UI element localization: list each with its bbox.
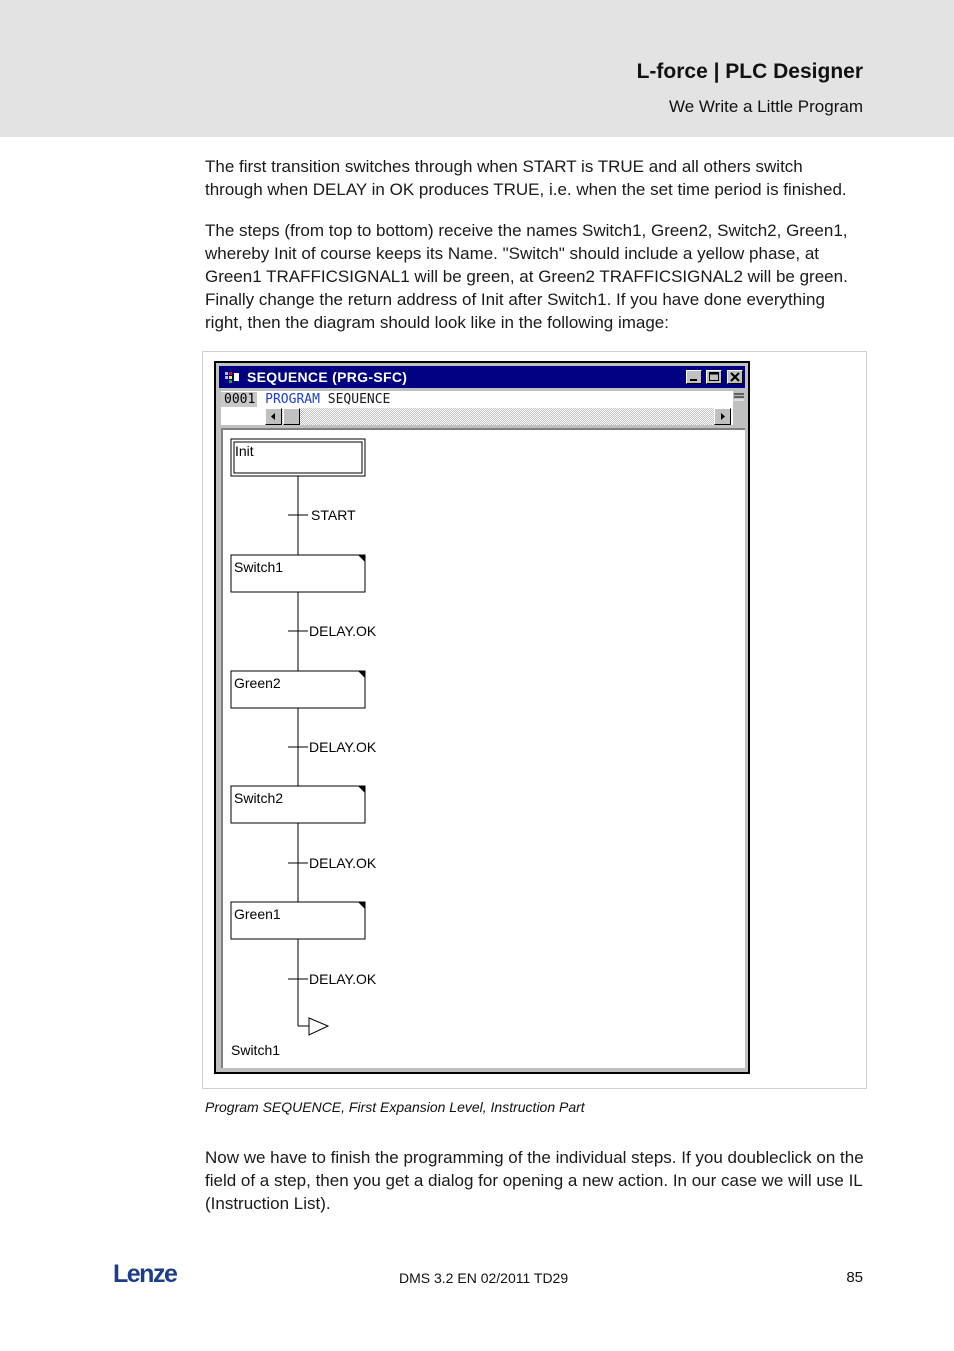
transition-3[interactable] xyxy=(288,739,377,755)
page-header xyxy=(0,0,954,137)
close-button[interactable] xyxy=(727,370,743,384)
minimize-icon xyxy=(687,371,701,383)
init-step-label: Init xyxy=(235,443,254,459)
jump-target-label: Switch1 xyxy=(231,1042,281,1058)
header-subtitle: We Write a Little Program xyxy=(669,97,863,116)
transition-4[interactable] xyxy=(288,855,377,871)
svg-text:Lenze: Lenze xyxy=(113,1262,177,1286)
lenze-logo xyxy=(113,1262,191,1286)
step-2-label: Green2 xyxy=(234,675,281,691)
sfc-diagram xyxy=(223,430,745,1068)
sfc-window-icon xyxy=(224,371,240,383)
jump-arrow[interactable] xyxy=(298,1018,328,1035)
program-keyword: PROGRAM xyxy=(265,392,320,407)
horizontal-scrollbar[interactable] xyxy=(265,408,731,425)
minimize-button[interactable] xyxy=(686,370,702,384)
arrow-right-icon xyxy=(715,409,730,424)
transition-2-label: DELAY.OK xyxy=(309,623,377,639)
window-title: SEQUENCE (PRG-SFC) xyxy=(247,369,408,385)
splitter-grip[interactable] xyxy=(733,391,745,425)
transition-3-label: DELAY.OK xyxy=(309,739,377,755)
figure-caption: Program SEQUENCE, First Expansion Level, Instruction Part xyxy=(205,1099,585,1115)
sfc-chart-area[interactable] xyxy=(221,428,745,1068)
paragraph-1: The first transition switches through when START is TRUE and all others switch through when DELAY in OK produces TRUE, i.e. when the set time period is finished. xyxy=(205,157,847,199)
transition-5-label: DELAY.OK xyxy=(309,971,377,987)
transition-2[interactable] xyxy=(288,623,377,639)
scroll-left-button[interactable] xyxy=(265,408,282,425)
step-4[interactable] xyxy=(231,902,365,939)
declaration-line xyxy=(221,391,390,408)
step-3[interactable] xyxy=(231,786,365,823)
declaration-pane[interactable] xyxy=(221,391,745,425)
page-number: 85 xyxy=(846,1269,863,1286)
transition-1-label: START xyxy=(311,507,356,523)
maximize-icon xyxy=(707,371,721,383)
step-2[interactable] xyxy=(231,671,365,708)
scroll-thumb[interactable] xyxy=(283,408,300,425)
step-1[interactable] xyxy=(231,555,365,592)
init-step[interactable] xyxy=(231,439,365,476)
sfc-editor-window xyxy=(214,361,750,1074)
header-title: L-force | PLC Designer xyxy=(636,60,863,83)
window-titlebar[interactable] xyxy=(219,366,745,388)
document-id: DMS 3.2 EN 02/2011 TD29 xyxy=(399,1270,569,1286)
close-icon xyxy=(728,371,742,383)
maximize-button[interactable] xyxy=(706,370,722,384)
paragraph-3: Now we have to finish the programming of the individual steps. If you doubleclick on the field of a step, then you get a dialog for opening a new action. In our case we will use IL (Instruction List). xyxy=(205,1148,864,1213)
step-4-label: Green1 xyxy=(234,906,281,922)
step-1-label: Switch1 xyxy=(234,559,284,575)
scroll-right-button[interactable] xyxy=(714,408,731,425)
transition-5[interactable] xyxy=(288,971,377,987)
step-3-label: Switch2 xyxy=(234,790,284,806)
paragraph-2: The steps (from top to bottom) receive the names Switch1, Green2, Switch2, Green1, whereby Init of course keeps its Name. "Switch" should include a yellow phase, at Green1 TRAFFICSIGNAL1 will be green, at Green2 TRAFFICSIGNAL2 will be green. Finally change the return address of Init after Switch1. If you have done everything right, then the diagram should look like in the following image: xyxy=(205,221,848,332)
arrow-left-icon xyxy=(266,409,281,424)
line-number: 0001 xyxy=(221,392,257,407)
grip-icon xyxy=(733,391,745,425)
transition-4-label: DELAY.OK xyxy=(309,855,377,871)
program-name: SEQUENCE xyxy=(327,392,391,407)
